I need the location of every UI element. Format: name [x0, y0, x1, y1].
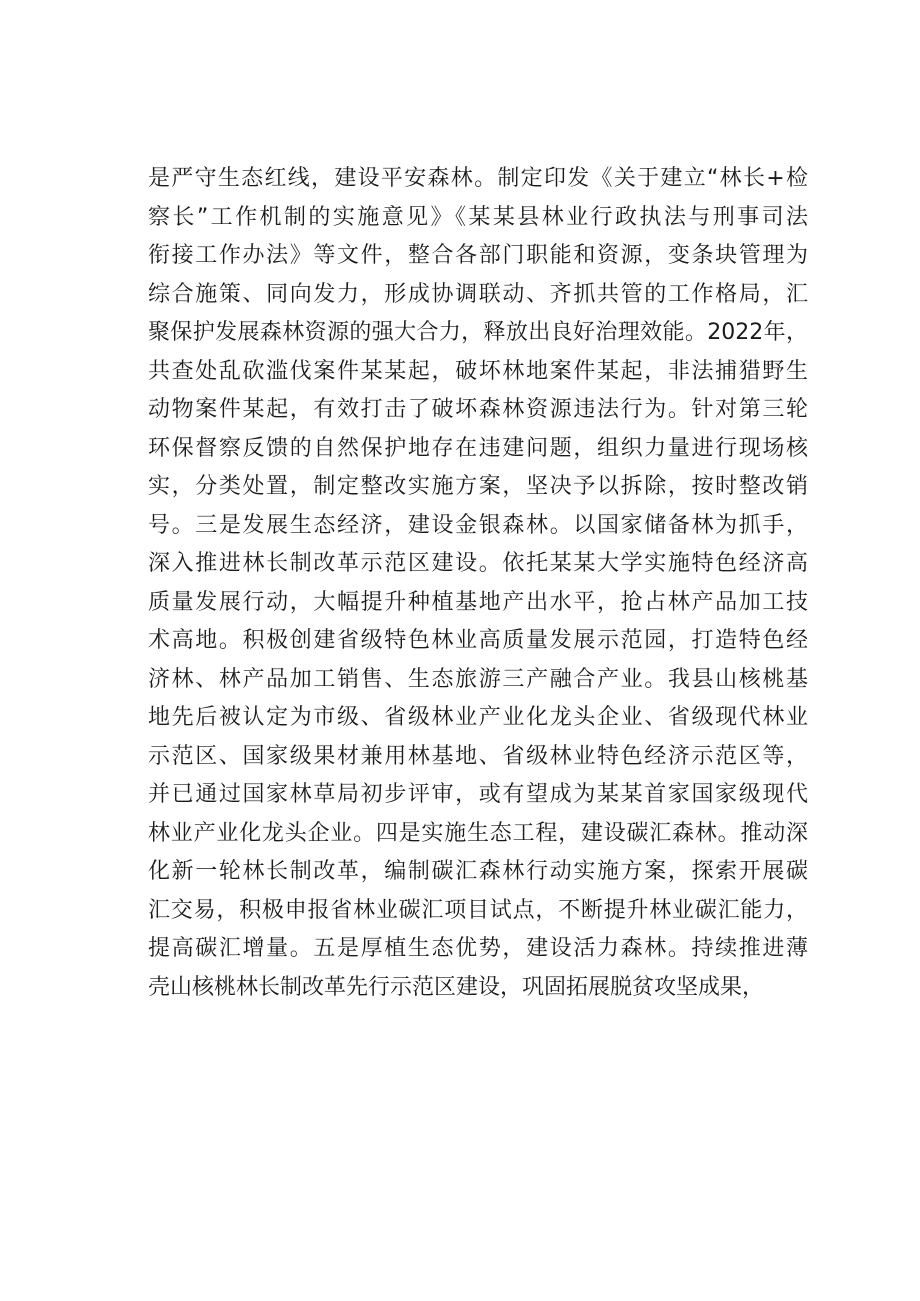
- text-line: 地先后被认定为市级、省级林业产业化龙头企业、省级现代林业: [148, 705, 808, 730]
- body-paragraph: [148, 160, 808, 1007]
- text-line: 质量发展行动，大幅提升种植基地产出水平，抢占林产品加工技: [148, 589, 808, 615]
- text-line: 并已通过国家林草局初步评审，或有望成为某某首家国家级现代: [148, 782, 808, 807]
- text-line: 号。三是发展生态经济，建设金银森林。以国家储备林为抓手，: [148, 512, 808, 538]
- text-line: 提高碳汇增量。五是厚植生态优势，建设活力森林。持续推进薄: [148, 936, 808, 961]
- text-line: 聚保护发展森林资源的强大合力，释放出良好治理效能。2022年，: [148, 320, 808, 345]
- text-line: 环保督察反馈的自然保护地存在违建问题，组织力量进行现场核: [148, 435, 808, 461]
- text-line: 实，分类处置，制定整改实施方案，坚决予以拆除，按时整改销: [148, 474, 808, 499]
- text-line: 济林、林产品加工销售、生态旅游三产融合产业。我县山核桃基: [148, 666, 808, 692]
- text-line: 术高地。积极创建省级特色林业高质量发展示范园，打造特色经: [148, 628, 808, 653]
- text-line: 共查处乱砍滥伐案件某某起，破坏林地案件某起，非法捕猎野生: [148, 358, 808, 384]
- text-line: 林业产业化龙头企业。四是实施生态工程，建设碳汇森林。推动深: [148, 820, 808, 846]
- text-line: 察长”工作机制的实施意见》《某某县林业行政执法与刑事司法: [148, 204, 808, 230]
- text-line: 综合施策、同向发力，形成协调联动、齐抓共管的工作格局，汇: [148, 281, 808, 307]
- text-line: 深入推进林长制改革示范区建设。依托某某大学实施特色经济高: [148, 551, 808, 576]
- text-line: 衔接工作办法》等文件，整合各部门职能和资源，变条块管理为: [148, 243, 808, 268]
- text-line: 化新一轮林长制改革，编制碳汇森林行动实施方案，探索开展碳: [148, 859, 808, 884]
- text-line: 是严守生态红线，建设平安森林。制定印发《关于建立“林长+检: [148, 166, 808, 191]
- text-line: 动物案件某起，有效打击了破坏森林资源违法行为。针对第三轮: [148, 397, 808, 422]
- text-line: 汇交易，积极申报省林业碳汇项目试点，不断提升林业碳汇能力，: [148, 897, 808, 923]
- text-line: 壳山核桃林长制改革先行示范区建设，巩固拓展脱贫攻坚成果，: [148, 974, 765, 1000]
- text-line: 示范区、国家级果材兼用林基地、省级林业特色经济示范区等，: [148, 743, 808, 769]
